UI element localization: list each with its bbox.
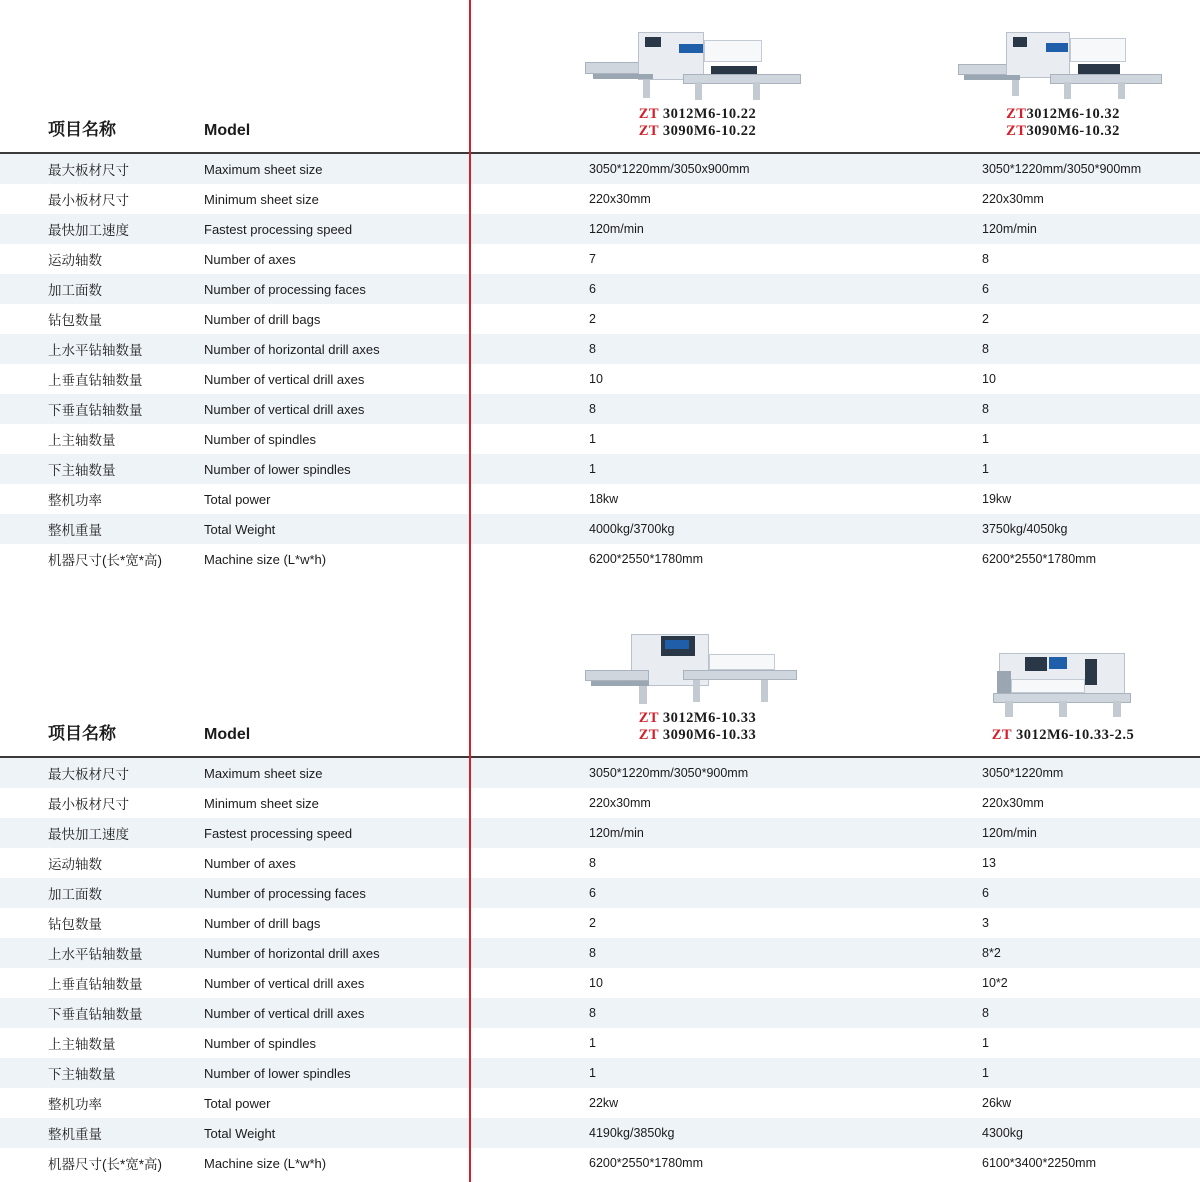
header-label-en-cell xyxy=(180,0,469,152)
spec-label-en: Minimum sheet size xyxy=(180,788,469,818)
spec-value-col1: 220x30mm xyxy=(469,184,926,214)
spec-label-cn: 最快加工速度 xyxy=(0,818,180,848)
header-label-cn-cell xyxy=(0,604,180,756)
table-header-row xyxy=(0,604,1200,756)
spec-label-en: Fastest processing speed xyxy=(180,818,469,848)
spec-value-col1: 4190kg/3850kg xyxy=(469,1118,926,1148)
spec-label-en: Maximum sheet size xyxy=(180,758,469,788)
table-row xyxy=(0,758,1200,788)
spec-value-col2: 6 xyxy=(926,274,1200,304)
spec-value-col1: 6 xyxy=(469,878,926,908)
spec-value-col1: 220x30mm xyxy=(469,788,926,818)
spec-label-en: Total power xyxy=(180,484,469,514)
table-row xyxy=(0,274,1200,304)
table-row xyxy=(0,1058,1200,1088)
spec-label-en: Number of vertical drill axes xyxy=(180,364,469,394)
product-model-names-4 xyxy=(926,727,1200,744)
brand-prefix: ZT xyxy=(1006,123,1027,139)
column-header-en: Model xyxy=(204,122,251,139)
spec-value-col2: 6 xyxy=(926,878,1200,908)
spec-label-en: Number of drill bags xyxy=(180,304,469,334)
header-label-en-cell xyxy=(180,604,469,756)
spec-value-col1: 6200*2550*1780mm xyxy=(469,1148,926,1178)
spec-label-en: Number of vertical drill axes xyxy=(180,394,469,424)
spec-label-cn: 整机重量 xyxy=(0,1118,180,1148)
table-row xyxy=(0,968,1200,998)
table-row xyxy=(0,1028,1200,1058)
spec-rows-2 xyxy=(0,758,1200,1178)
machine-illustration xyxy=(583,632,813,710)
spec-value-col2: 1 xyxy=(926,1058,1200,1088)
red-vertical-divider xyxy=(469,0,471,1182)
table-header-row xyxy=(0,0,1200,152)
table-row xyxy=(0,544,1200,574)
spec-value-col2: 120m/min xyxy=(926,214,1200,244)
model-number: 3012M6-10.32 xyxy=(1026,106,1120,122)
table-row xyxy=(0,1088,1200,1118)
brand-prefix: ZT xyxy=(1006,106,1027,122)
model-number: 3012M6-10.22 xyxy=(658,106,757,122)
table-row xyxy=(0,1118,1200,1148)
spec-value-col2: 3050*1220mm/3050*900mm xyxy=(926,154,1200,184)
spec-value-col2: 13 xyxy=(926,848,1200,878)
spec-label-cn: 钻包数量 xyxy=(0,908,180,938)
spec-value-col2: 8 xyxy=(926,244,1200,274)
spec-value-col2: 10*2 xyxy=(926,968,1200,998)
spec-value-col1: 2 xyxy=(469,304,926,334)
spec-value-col1: 1 xyxy=(469,424,926,454)
spec-value-col2: 6200*2550*1780mm xyxy=(926,544,1200,574)
spec-label-en: Fastest processing speed xyxy=(180,214,469,244)
spec-value-col1: 1 xyxy=(469,1028,926,1058)
spec-label-en: Number of horizontal drill axes xyxy=(180,334,469,364)
table-row xyxy=(0,848,1200,878)
brand-prefix: ZT xyxy=(991,727,1012,743)
spec-label-cn: 机器尺寸(长*宽*高) xyxy=(0,544,180,574)
spec-value-col1: 4000kg/3700kg xyxy=(469,514,926,544)
spec-label-en: Number of spindles xyxy=(180,424,469,454)
spec-label-en: Total Weight xyxy=(180,1118,469,1148)
spec-label-en: Number of lower spindles xyxy=(180,1058,469,1088)
table-row xyxy=(0,484,1200,514)
spec-label-cn: 上水平钻轴数量 xyxy=(0,938,180,968)
spec-label-en: Machine size (L*w*h) xyxy=(180,544,469,574)
spec-table-1 xyxy=(0,0,1200,574)
spec-value-col2: 8 xyxy=(926,998,1200,1028)
spec-label-en: Number of vertical drill axes xyxy=(180,968,469,998)
spec-value-col2: 220x30mm xyxy=(926,184,1200,214)
spec-label-en: Number of lower spindles xyxy=(180,454,469,484)
spec-label-cn: 运动轴数 xyxy=(0,848,180,878)
model-number: 3012M6-10.33 xyxy=(658,710,757,726)
spec-value-col1: 8 xyxy=(469,394,926,424)
spec-label-cn: 最快加工速度 xyxy=(0,214,180,244)
spec-label-en: Number of axes xyxy=(180,244,469,274)
spec-value-col2: 3750kg/4050kg xyxy=(926,514,1200,544)
spec-value-col2: 1 xyxy=(926,454,1200,484)
spec-table-2 xyxy=(0,574,1200,1178)
column-header-cn: 项目名称 xyxy=(48,120,116,139)
model-number: 3090M6-10.22 xyxy=(658,123,757,139)
spec-label-cn: 加工面数 xyxy=(0,274,180,304)
product-cell-1 xyxy=(469,0,926,152)
spec-value-col1: 22kw xyxy=(469,1088,926,1118)
table-row xyxy=(0,214,1200,244)
spec-value-col1: 10 xyxy=(469,968,926,998)
table-row xyxy=(0,454,1200,484)
spec-value-col1: 3050*1220mm/3050x900mm xyxy=(469,154,926,184)
spec-value-col2: 120m/min xyxy=(926,818,1200,848)
header-label-cn-cell xyxy=(0,0,180,152)
spec-label-en: Maximum sheet size xyxy=(180,154,469,184)
spec-label-en: Total power xyxy=(180,1088,469,1118)
product-cell-4 xyxy=(926,604,1200,756)
product-cell-2 xyxy=(926,0,1200,152)
spec-label-cn: 机器尺寸(长*宽*高) xyxy=(0,1148,180,1178)
product-model-names-3 xyxy=(469,710,926,744)
spec-value-col1: 120m/min xyxy=(469,214,926,244)
spec-label-en: Number of axes xyxy=(180,848,469,878)
column-header-en: Model xyxy=(204,726,251,743)
table-row xyxy=(0,304,1200,334)
spec-value-col1: 7 xyxy=(469,244,926,274)
spec-value-col1: 18kw xyxy=(469,484,926,514)
spec-value-col1: 1 xyxy=(469,454,926,484)
spec-value-col1: 8 xyxy=(469,938,926,968)
machine-illustration xyxy=(583,28,813,106)
spec-label-en: Number of processing faces xyxy=(180,878,469,908)
brand-prefix: ZT xyxy=(638,710,659,726)
brand-prefix: ZT xyxy=(638,106,659,122)
spec-label-cn: 上水平钻轴数量 xyxy=(0,334,180,364)
spec-value-col2: 3 xyxy=(926,908,1200,938)
spec-label-en: Number of horizontal drill axes xyxy=(180,938,469,968)
spec-value-col2: 4300kg xyxy=(926,1118,1200,1148)
table-row xyxy=(0,818,1200,848)
table-row xyxy=(0,244,1200,274)
spec-value-col1: 6 xyxy=(469,274,926,304)
column-header-cn: 项目名称 xyxy=(48,724,116,743)
product-model-names-2 xyxy=(926,106,1200,140)
spec-label-en: Number of processing faces xyxy=(180,274,469,304)
spec-value-col2: 26kw xyxy=(926,1088,1200,1118)
spec-label-cn: 下垂直钻轴数量 xyxy=(0,394,180,424)
model-number: 3090M6-10.33 xyxy=(658,727,757,743)
spec-value-col1: 1 xyxy=(469,1058,926,1088)
spec-label-en: Machine size (L*w*h) xyxy=(180,1148,469,1178)
spec-label-en: Number of vertical drill axes xyxy=(180,998,469,1028)
table-row xyxy=(0,184,1200,214)
spec-value-col1: 8 xyxy=(469,998,926,1028)
table-row xyxy=(0,394,1200,424)
spec-label-cn: 下主轴数量 xyxy=(0,454,180,484)
spec-label-cn: 最大板材尺寸 xyxy=(0,758,180,788)
table-row xyxy=(0,1148,1200,1178)
spec-value-col2: 10 xyxy=(926,364,1200,394)
spec-label-cn: 下主轴数量 xyxy=(0,1058,180,1088)
spec-value-col1: 120m/min xyxy=(469,818,926,848)
spec-label-en: Minimum sheet size xyxy=(180,184,469,214)
spec-label-cn: 上主轴数量 xyxy=(0,1028,180,1058)
table-row xyxy=(0,878,1200,908)
model-number: 3090M6-10.32 xyxy=(1026,123,1120,139)
model-number: 3012M6-10.33-2.5 xyxy=(1011,727,1135,743)
spec-rows-1 xyxy=(0,154,1200,574)
spec-label-cn: 整机功率 xyxy=(0,1088,180,1118)
machine-illustration xyxy=(958,28,1168,106)
spec-value-col1: 8 xyxy=(469,334,926,364)
spec-label-en: Total Weight xyxy=(180,514,469,544)
product-model-names-1 xyxy=(469,106,926,140)
spec-value-col1: 10 xyxy=(469,364,926,394)
product-cell-3 xyxy=(469,604,926,756)
spec-value-col2: 8 xyxy=(926,394,1200,424)
table-row xyxy=(0,908,1200,938)
table-row xyxy=(0,998,1200,1028)
brand-prefix: ZT xyxy=(638,123,659,139)
spec-label-cn: 运动轴数 xyxy=(0,244,180,274)
spec-value-col1: 6200*2550*1780mm xyxy=(469,544,926,574)
spec-label-cn: 钻包数量 xyxy=(0,304,180,334)
spec-value-col2: 2 xyxy=(926,304,1200,334)
spec-label-en: Number of drill bags xyxy=(180,908,469,938)
brand-prefix: ZT xyxy=(638,727,659,743)
spec-label-cn: 最小板材尺寸 xyxy=(0,184,180,214)
spec-label-cn: 上垂直钻轴数量 xyxy=(0,364,180,394)
spec-value-col2: 1 xyxy=(926,424,1200,454)
table-row xyxy=(0,514,1200,544)
spec-value-col2: 1 xyxy=(926,1028,1200,1058)
spec-value-col2: 19kw xyxy=(926,484,1200,514)
spec-value-col2: 220x30mm xyxy=(926,788,1200,818)
spec-value-col1: 2 xyxy=(469,908,926,938)
table-row xyxy=(0,334,1200,364)
spec-label-cn: 下垂直钻轴数量 xyxy=(0,998,180,1028)
table-row xyxy=(0,938,1200,968)
spec-label-cn: 最小板材尺寸 xyxy=(0,788,180,818)
table-row xyxy=(0,424,1200,454)
spec-value-col2: 3050*1220mm xyxy=(926,758,1200,788)
spec-value-col2: 8 xyxy=(926,334,1200,364)
table-row xyxy=(0,788,1200,818)
table-row xyxy=(0,154,1200,184)
spec-label-cn: 上垂直钻轴数量 xyxy=(0,968,180,998)
spec-value-col2: 6100*3400*2250mm xyxy=(926,1148,1200,1178)
spec-label-en: Number of spindles xyxy=(180,1028,469,1058)
spec-label-cn: 整机重量 xyxy=(0,514,180,544)
spec-value-col2: 8*2 xyxy=(926,938,1200,968)
spec-label-cn: 整机功率 xyxy=(0,484,180,514)
machine-illustration xyxy=(963,649,1163,727)
spec-value-col1: 3050*1220mm/3050*900mm xyxy=(469,758,926,788)
spec-label-cn: 上主轴数量 xyxy=(0,424,180,454)
table-row xyxy=(0,364,1200,394)
spec-value-col1: 8 xyxy=(469,848,926,878)
spec-label-cn: 最大板材尺寸 xyxy=(0,154,180,184)
spec-label-cn: 加工面数 xyxy=(0,878,180,908)
